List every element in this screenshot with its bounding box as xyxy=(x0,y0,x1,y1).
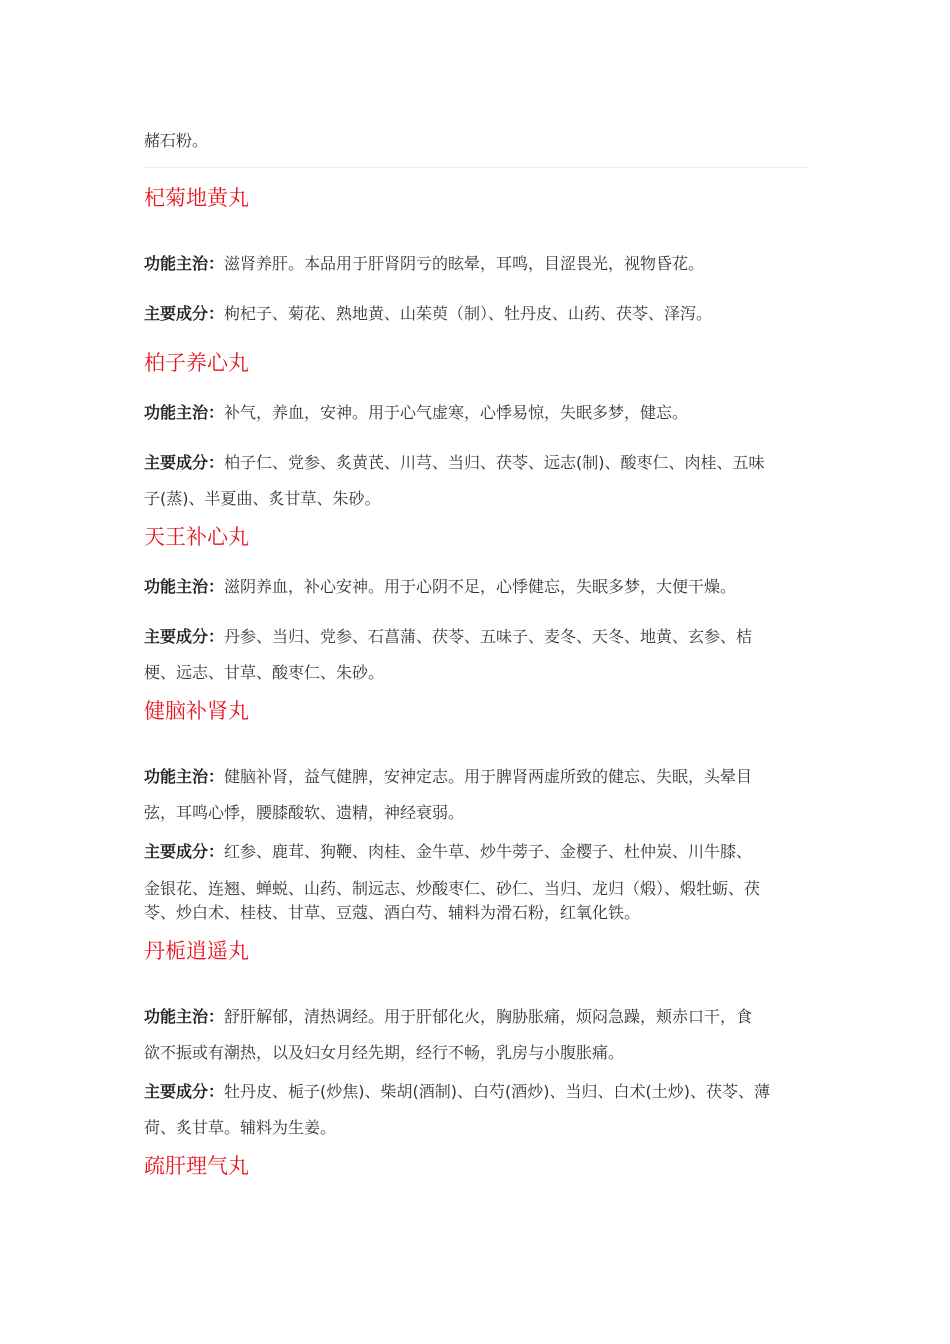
function-label: 功能主治： xyxy=(144,577,225,596)
section-title: 柏子养心丸 xyxy=(144,351,249,375)
function-text: 舒肝解郁，清热调经。用于肝郁化火，胸胁胀痛，烦闷急躁，颊赤口干，食 xyxy=(224,1007,753,1026)
function-line xyxy=(144,1004,752,1027)
intro-tail-text: 赭石粉。 xyxy=(144,131,209,150)
section-title: 丹栀逍遥丸 xyxy=(144,939,249,963)
composition-label: 主要成分： xyxy=(144,842,225,861)
composition-text: 牡丹皮、栀子(炒焦)、柴胡(酒制)、白芍(酒炒)、当归、白术(土炒)、茯苓、薄 xyxy=(224,1082,770,1101)
composition-label: 主要成分： xyxy=(144,1082,225,1101)
function-label: 功能主治： xyxy=(144,403,225,422)
function-label: 功能主治： xyxy=(144,254,225,273)
composition-text-continued: 苓、炒白术、桂枝、甘草、豆蔻、酒白芍、辅料为滑石粉，红氧化铁。 xyxy=(144,903,641,922)
composition-text: 枸杞子、菊花、熟地黄、山茱萸（制）、牡丹皮、山药、茯苓、泽泻。 xyxy=(224,304,713,323)
function-text-continued: 欲不振或有潮热，以及妇女月经先期，经行不畅，乳房与小腹胀痛。 xyxy=(144,1043,625,1062)
composition-label: 主要成分： xyxy=(144,304,225,323)
composition-text: 柏子仁、党参、炙黄芪、川芎、当归、茯苓、远志(制)、酸枣仁、肉桂、五味 xyxy=(224,453,765,472)
composition-text-continued: 荷、炙甘草。辅料为生姜。 xyxy=(144,1118,337,1137)
composition-text: 丹参、当归、党参、石菖蒲、茯苓、五味子、麦冬、天冬、地黄、玄参、桔 xyxy=(224,627,753,646)
composition-text-continued: 金银花、连翘、蝉蜕、山药、制远志、炒酸枣仁、砂仁、当归、龙归（煅）、煅牡蛎、茯 xyxy=(144,879,761,898)
composition-line xyxy=(144,839,752,862)
section-title: 杞菊地黄丸 xyxy=(144,186,249,210)
section-divider xyxy=(144,167,808,168)
function-text: 健脑补肾，益气健脾，安神定志。用于脾肾两虚所致的健忘、失眠，头晕目 xyxy=(224,767,753,786)
function-line xyxy=(144,251,704,274)
composition-text-continued: 子(蒸)、半夏曲、炙甘草、朱砂。 xyxy=(144,489,381,508)
function-text: 滋阴养血，补心安神。用于心阴不足，心悸健忘，失眠多梦，大便干燥。 xyxy=(224,577,737,596)
function-text-continued: 弦，耳鸣心悸，腰膝酸软、遗精，神经衰弱。 xyxy=(144,803,465,822)
function-text: 补气，养血，安神。用于心气虚寒，心悸易惊，失眠多梦，健忘。 xyxy=(224,403,689,422)
composition-line xyxy=(144,450,765,473)
composition-label: 主要成分： xyxy=(144,453,225,472)
function-line xyxy=(144,400,688,423)
composition-label: 主要成分： xyxy=(144,627,225,646)
composition-line xyxy=(144,624,752,647)
function-label: 功能主治： xyxy=(144,767,225,786)
composition-line xyxy=(144,301,712,324)
section-title: 健脑补肾丸 xyxy=(144,699,249,723)
function-line xyxy=(144,764,752,787)
section-title: 天王补心丸 xyxy=(144,525,249,549)
function-line xyxy=(144,574,736,597)
composition-text-continued: 梗、远志、甘草、酸枣仁、朱砂。 xyxy=(144,663,385,682)
composition-text: 红参、鹿茸、狗鞭、肉桂、金牛草、炒牛蒡子、金樱子、杜仲炭、川牛膝、 xyxy=(224,842,753,861)
section-title: 疏肝理气丸 xyxy=(144,1154,249,1178)
composition-line xyxy=(144,1079,770,1102)
function-label: 功能主治： xyxy=(144,1007,225,1026)
function-text: 滋肾养肝。本品用于肝肾阴亏的眩晕，耳鸣，目涩畏光，视物昏花。 xyxy=(224,254,705,273)
